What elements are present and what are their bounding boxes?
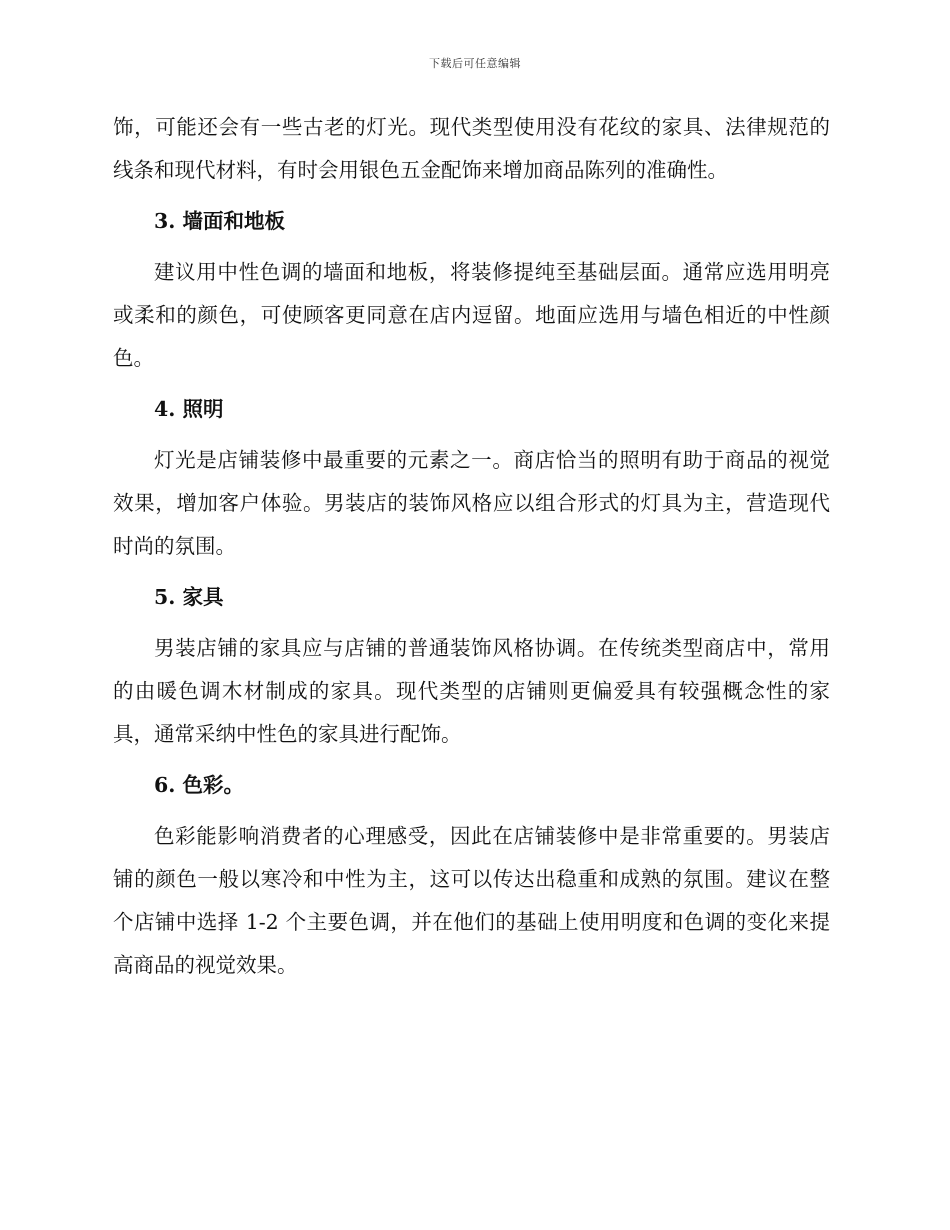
intro-continuation-paragraph: 饰，可能还会有一些古老的灯光。现代类型使用没有花纹的家具、法律规范的线条和现代材料，有时会用银色五金配饰来增加商品陈列的准确性。 [113,115,830,182]
furniture-paragraph: 男装店铺的家具应与店铺的普通装饰风格协调。在传统类型商店中，常用的由暖色调木材制成的家具。现代类型的店铺则更偏爱具有较强概念性的家具，通常采纳中性色的家具进行配饰。 [113,636,830,746]
walls-floor-paragraph: 建议用中性色调的墙面和地板，将装修提纯至基础层面。通常应选用明亮或柔和的颜色，可使顾客更同意在店内逗留。地面应选用与墙色相近的中性颜色。 [113,260,830,370]
furniture-heading: 5. 家具 [154,585,224,609]
color-paragraph: 色彩能影响消费者的心理感受，因此在店铺装修中是非常重要的。男装店铺的颜色一般以寒冷和中性为主，这可以传达出稳重和成熟的氛围。建议在整个店铺中选择 1-2 个主要色调，并在他们的基础上使用明度和色调的变化来提高商品的视觉效果。 [113,824,830,977]
walls-floor-heading: 3. 墙面和地板 [154,209,286,233]
header-note: 下载后可任意编辑 [429,57,521,70]
lighting-heading: 4. 照明 [154,397,224,421]
document-body [113,106,830,987]
color-heading: 6. 色彩。 [154,773,245,797]
lighting-paragraph: 灯光是店铺装修中最重要的元素之一。商店恰当的照明有助于商品的视觉效果，增加客户体验。男装店的装饰风格应以组合形式的灯具为主，营造现代时尚的氛围。 [113,448,830,558]
